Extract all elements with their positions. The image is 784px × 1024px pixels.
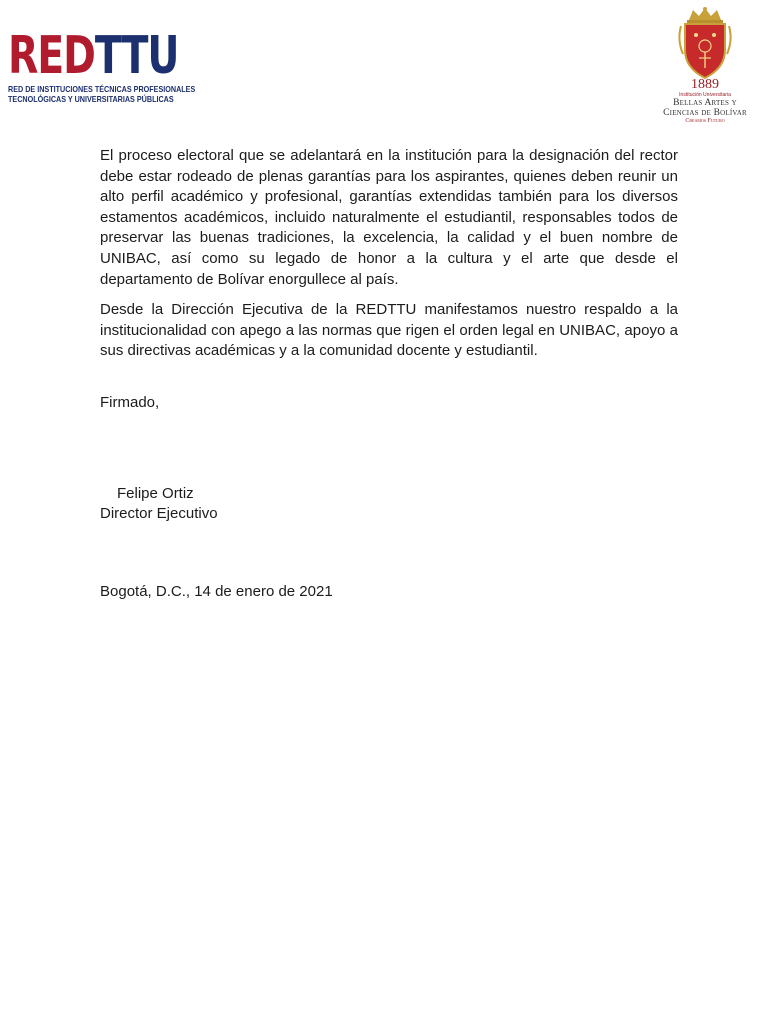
redttu-logo-wordmark: REDTTU bbox=[8, 26, 179, 86]
institution-name-line1: Bellas Artes y bbox=[673, 98, 737, 108]
signer-name: Felipe Ortiz bbox=[117, 485, 194, 502]
letter-paragraph-1: El proceso electoral que se adelantará en la institución para la designación del rector debe estar rodeado de plenas garantías para los aspirantes, quienes deben reunir un alto perfil académico y profesional, garantías extendidas también para los diversos estamentos académicos, incluido naturalmente el estudiantil, responsables todos de preservar las buenas tradiciones, la excelencia, la calidad y el buen nombre de UNIBAC, así como su legado de honor a la cultura y el arte que desde el departamento de Bolívar enorgullece al país. bbox=[100, 147, 678, 288]
redttu-subtitle-line1: RED DE INSTITUCIONES TÉCNICAS PROFESIONALES bbox=[8, 84, 196, 94]
signer-title: Director Ejecutivo bbox=[100, 505, 218, 522]
institution-type: Institución Universitaria bbox=[679, 92, 731, 98]
founding-year: 1889 bbox=[691, 77, 719, 92]
institution-motto: Creamos Futuro bbox=[685, 118, 725, 124]
redttu-logo bbox=[8, 26, 196, 104]
letter-closing: Firmado, bbox=[100, 394, 160, 411]
letter-paragraph-2: Desde la Dirección Ejecutiva de la REDTTU manifestamos nuestro respaldo a la institucionalidad con apego a las normas que rigen el orden legal en UNIBAC, apoyo a sus directivas académicas y a la comunidad docente y estudiantil. bbox=[100, 301, 678, 360]
unibac-crest-icon bbox=[675, 6, 735, 80]
institution-name-line2: Ciencias de Bolívar bbox=[663, 108, 747, 118]
redttu-subtitle-line2: TECNOLÓGICAS Y UNIVERSITARIAS PÚBLICAS bbox=[8, 94, 174, 104]
letter-body bbox=[100, 146, 678, 372]
place-and-date: Bogotá, D.C., 14 de enero de 2021 bbox=[100, 583, 333, 600]
unibac-logo bbox=[650, 6, 760, 125]
